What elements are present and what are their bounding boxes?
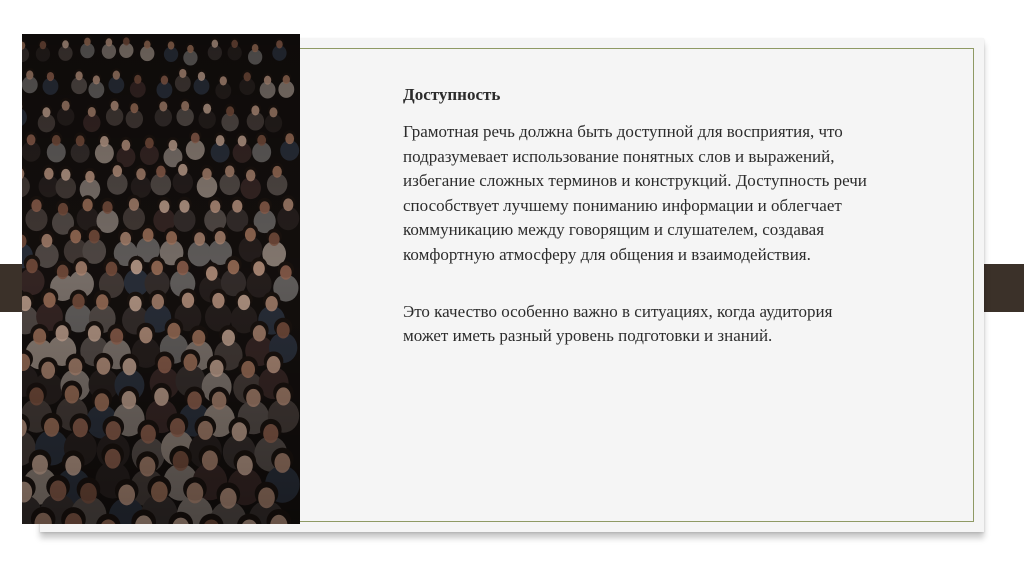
- crowd-illustration: [22, 34, 300, 524]
- slide-title: Доступность: [403, 85, 501, 104]
- paragraph-1: Грамотная речь должна быть доступной для восприятия, что подразумевает использование понятных слов и выражений, избегание сложных терминов и конструкций. Доступность речи способствует лучшему пониманию информации и облегчает коммуникацию между говорящим и слушателем, создавая комфортную атмосферу для общения и взаимодействия.: [403, 122, 867, 264]
- slide-content: [403, 84, 873, 349]
- paragraph-2: Это качество особенно важно в ситуациях, когда аудитория может иметь разный уровень подготовки и знаний.: [403, 301, 833, 346]
- audience-crowd-photo: [22, 34, 300, 524]
- left-tab-decoration: [0, 264, 24, 312]
